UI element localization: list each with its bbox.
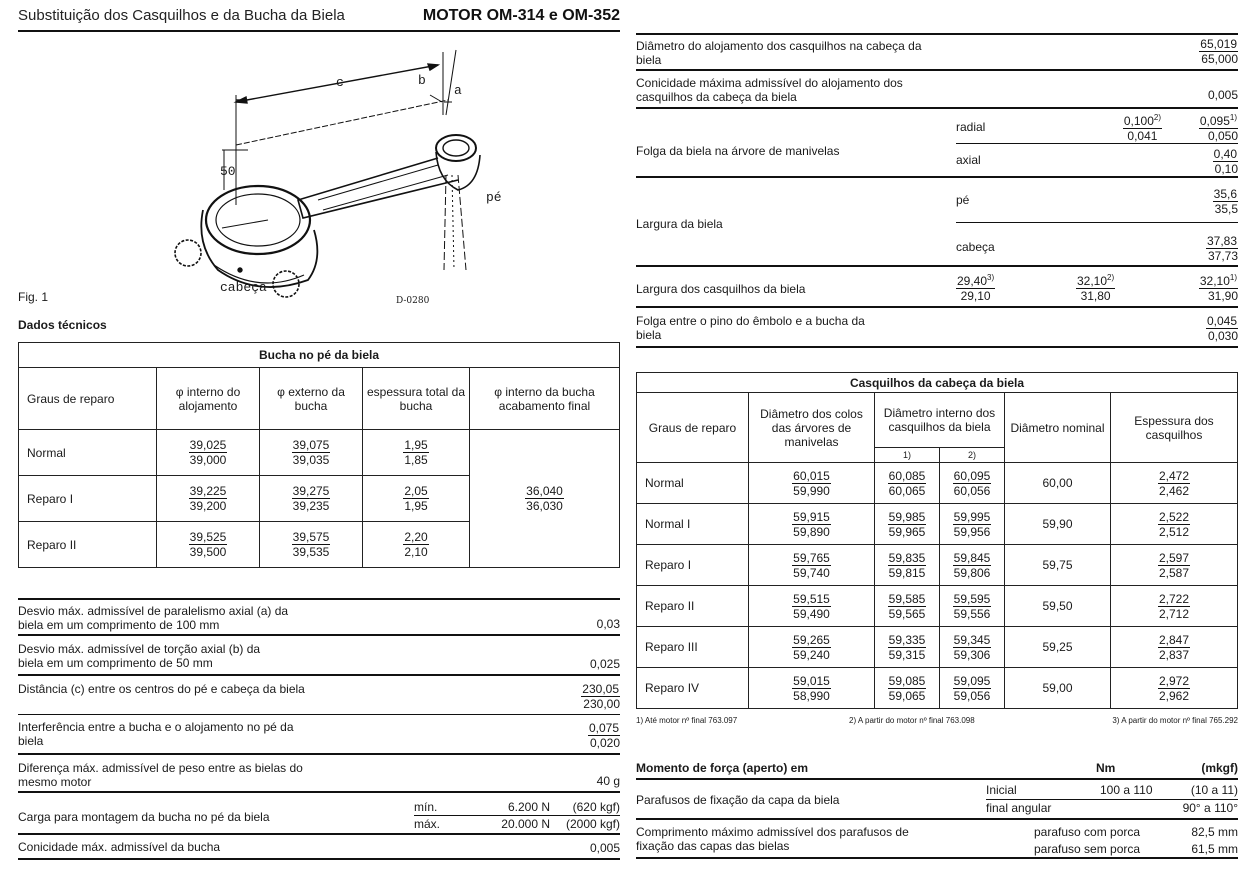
spec-value: 0,025 <box>589 657 620 671</box>
value-fraction: $\frac{2,847}{2,837}$ <box>1158 632 1190 662</box>
footnote-3: 3) A partir do motor nº final 765.292 <box>1112 716 1238 725</box>
bucha-table-title: Bucha no pé da biela <box>19 343 620 368</box>
spec-distancia-c <box>18 680 620 715</box>
spec-value: 0,03 <box>596 617 620 631</box>
table-row <box>637 668 1238 709</box>
table-row <box>637 504 1238 545</box>
header-espessura: Espessura dos casquilhos <box>1111 393 1238 463</box>
axial-value: $\frac{0,40}{0,10}$ <box>1213 147 1238 176</box>
spec-text: Folga entre o pino do êmbolo e a bucha da biela <box>636 314 865 342</box>
value-fraction: $\frac{59,515}{59,490}$ <box>793 591 830 621</box>
value-fraction: $\frac{39,075}{39,035}$ <box>292 438 330 467</box>
header-diametro-interno: Diâmetro interno dos casquilhos da biela <box>875 393 1005 448</box>
spec-largura-casquilhos <box>636 270 1238 308</box>
spec-torcao <box>18 640 620 676</box>
header-espessura: espessura total da bucha <box>363 368 470 430</box>
value-fraction: $\frac{59,845}{59,806}$ <box>953 550 991 580</box>
table-row <box>19 430 620 476</box>
com-porca-value: 82,5 mm <box>1191 825 1238 839</box>
value-fraction: $\frac{1,95}{1,85}$ <box>404 438 428 467</box>
spec-text: Conicidade máxima admissível do alojamento dos casquilhos da cabeça da biela <box>636 76 903 104</box>
grade-label: Reparo I <box>19 476 157 522</box>
torque-col-nm: Nm <box>1096 761 1116 775</box>
value-fraction: $\frac{59,995}{59,956}$ <box>953 509 991 539</box>
spec-text: Folga da biela na árvore de manivelas <box>636 144 840 158</box>
carga-min-row: mín. 6.200 N (620 kgf) <box>414 800 620 814</box>
spec-interferencia <box>18 718 620 755</box>
spec-text: Interferência entre a bucha e o alojamento no pé da biela <box>18 720 294 748</box>
header-interno-alojamento: φ interno do alojamento <box>157 368 260 430</box>
right-page <box>636 0 1238 869</box>
com-porca-label: parafuso com porca <box>1034 825 1141 839</box>
value-fraction: $\frac{2,472}{2,462}$ <box>1158 468 1190 498</box>
spec-text: Diferença máx. admissível de peso entre as bielas do mesmo motor <box>18 761 303 789</box>
left-page <box>18 0 620 869</box>
spec-value: 0,005 <box>589 841 620 855</box>
spec-folga-pino <box>636 312 1238 348</box>
spec-conicidade-alojamento <box>636 74 1238 109</box>
interno-final-fraction: $\frac{36,040}{36,030}$ <box>526 484 563 513</box>
value-fraction: $\frac{60,085}{60,065}$ <box>888 468 926 498</box>
connecting-rod-illustration <box>18 40 620 310</box>
motor-title: MOTOR OM-314 e OM-352 <box>422 7 620 24</box>
spec-diametro-alojamento <box>636 37 1238 71</box>
header-nominal: Diâmetro nominal <box>1005 393 1111 463</box>
left-specs-top-rule <box>18 598 620 600</box>
spec-text: Parafusos de fixação da capa da biela <box>636 793 840 807</box>
header-externo-bucha: φ externo da bucha <box>260 368 363 430</box>
value-fraction: $\frac{59,835}{59,815}$ <box>888 550 926 580</box>
casquilhos-table <box>636 372 1238 709</box>
torque-inicial-row: Inicial 100 a 110 (10 a 11) <box>986 783 1238 800</box>
value-fraction: $\frac{59,085}{59,065}$ <box>888 673 926 703</box>
value-fraction: $\frac{39,575}{39,535}$ <box>292 530 330 559</box>
casquilhos-table-title: Casquilhos da cabeça da biela <box>637 373 1238 393</box>
dimension-c-label: c <box>336 75 344 90</box>
spec-largura-biela <box>636 181 1238 267</box>
value-fraction: $\frac{59,265}{59,240}$ <box>793 632 830 662</box>
spec-folga-biela <box>636 112 1238 178</box>
footnote-2: 2) A partir do motor nº final 763.098 <box>849 716 975 725</box>
spec-text: Desvio máx. admissível de torção axial (b) da biela em um comprimento de 50 mm <box>18 642 261 670</box>
nominal-value: 59,50 <box>1005 586 1111 627</box>
spec-comprimento-parafusos <box>636 823 1238 859</box>
carga-max-row: máx. 20.000 N (2000 kgf) <box>414 817 620 831</box>
value-fraction: $\frac{2,20}{2,10}$ <box>404 530 428 559</box>
spec-value: 40 g <box>596 774 620 788</box>
cabeca-label: cabeça <box>220 280 267 295</box>
header-colos: Diâmetro dos colos das árvores de manivelas <box>749 393 875 463</box>
value-fraction: $\frac{39,225}{39,200}$ <box>189 484 227 513</box>
header-graus: Graus de reparo <box>19 368 157 430</box>
torque-col-mkgf: (mkgf) <box>1201 761 1238 775</box>
spec-diferenca-peso <box>18 759 620 793</box>
footnote-1: 1) Até motor nº final 763.097 <box>636 716 738 725</box>
dimension-a-label: a <box>454 83 462 98</box>
pe-label: pé <box>486 190 502 205</box>
spec-text: Conicidade máx. admissível da bucha <box>18 840 221 854</box>
grade-label: Normal I <box>637 504 749 545</box>
value-fraction: $\frac{59,585}{59,565}$ <box>888 591 926 621</box>
radial-value-2: $\frac{0,100^{2)}}{0,041}$ <box>1123 113 1161 143</box>
spec-paralelismo <box>18 602 620 636</box>
value-fraction: $\frac{59,915}{59,890}$ <box>793 509 830 539</box>
spec-text: Largura da biela <box>636 217 723 231</box>
connecting-rod-figure <box>18 40 620 310</box>
figure-caption: Fig. 1 <box>18 290 49 304</box>
casquilhos-table-body <box>637 463 1238 709</box>
largura-cabeca-row: cabeça $\frac{37,83}{37,73}$ <box>956 234 1238 263</box>
grade-label: Reparo IV <box>637 668 749 709</box>
spec-value-fraction: $\frac{0,045}{0,030}$ <box>1206 314 1238 343</box>
spec-text: Largura dos casquilhos da biela <box>636 282 806 296</box>
value-fraction: $\frac{39,275}{39,235}$ <box>292 484 330 513</box>
table-row <box>637 586 1238 627</box>
spec-value-fraction: $\frac{230,05}{230,00}$ <box>582 682 620 711</box>
figure-code: D-0280 <box>396 296 430 306</box>
value-fraction: $\frac{59,095}{59,056}$ <box>953 673 991 703</box>
value-fraction: $\frac{59,345}{59,306}$ <box>953 632 991 662</box>
value-fraction: $\frac{2,722}{2,712}$ <box>1158 591 1190 621</box>
radial-value-1: $\frac{0,095^{1)}}{0,050}$ <box>1199 113 1238 143</box>
nominal-value: 60,00 <box>1005 463 1111 504</box>
value-fraction: $\frac{59,765}{59,740}$ <box>793 550 830 580</box>
grade-label: Reparo II <box>637 586 749 627</box>
torque-final-row: final angular 90° a 110° <box>986 801 1238 815</box>
sem-porca-label: parafuso sem porca <box>1034 842 1141 856</box>
spec-value-fraction: $\frac{65,019}{65,000}$ <box>1200 37 1238 66</box>
torque-title: Momento de força (aperto) em <box>636 761 809 775</box>
spec-value: 0,005 <box>1207 88 1238 102</box>
value-fraction: $\frac{59,985}{59,965}$ <box>888 509 926 539</box>
value-fraction: $\frac{60,095}{60,056}$ <box>953 468 991 498</box>
torque-header <box>636 758 1238 780</box>
value-fraction: $\frac{2,522}{2,512}$ <box>1158 509 1190 539</box>
sub-header-1: 1) <box>875 448 940 463</box>
value-fraction: $\frac{59,015}{58,990}$ <box>793 673 830 703</box>
folga-axial-row: axial $\frac{0,40}{0,10}$ <box>956 147 1238 176</box>
bucha-table <box>18 342 620 568</box>
value-fraction: $\frac{2,597}{2,587}$ <box>1158 550 1190 580</box>
page-title: Substituição dos Casquilhos e da Bucha da Biela <box>18 7 345 24</box>
value-fraction: $\frac{2,05}{1,95}$ <box>404 484 428 513</box>
largura-value-2: $\frac{32,10^{2)}}{31,80}$ <box>1077 273 1115 303</box>
header-graus: Graus de reparo <box>637 393 749 463</box>
value-fraction: $\frac{59,595}{59,556}$ <box>953 591 991 621</box>
cabeca-value: $\frac{37,83}{37,73}$ <box>1206 234 1238 263</box>
value-fraction: $\frac{39,525}{39,500}$ <box>189 530 227 559</box>
spec-text: Carga para montagem da bucha no pé da biela <box>18 810 270 824</box>
value-fraction: $\frac{59,335}{59,315}$ <box>888 632 926 662</box>
nominal-value: 59,75 <box>1005 545 1111 586</box>
sub-header-2: 2) <box>940 448 1005 463</box>
spec-text: Comprimento máximo admissível dos parafusos de fixação das capas das bielas <box>636 825 909 853</box>
value-fraction: $\frac{39,025}{39,000}$ <box>189 438 227 467</box>
value-fraction: $\frac{60,015}{59,990}$ <box>793 468 830 498</box>
table-row <box>637 545 1238 586</box>
nominal-value: 59,25 <box>1005 627 1111 668</box>
grade-label: Reparo III <box>637 627 749 668</box>
spec-value-fraction: $\frac{0,075}{0,020}$ <box>588 721 620 750</box>
sem-porca-value: 61,5 mm <box>1191 842 1238 856</box>
largura-value-1: $\frac{32,10^{1)}}{31,90}$ <box>1199 273 1238 303</box>
spec-text: Diâmetro do alojamento dos casquilhos na cabeça da biela <box>636 39 922 67</box>
spec-text: Distância (c) entre os centros do pé e cabeça da biela <box>18 682 305 696</box>
torque-parafusos-capa <box>636 782 1238 820</box>
header-interno-final: φ interno da bucha acabamento final <box>470 368 620 430</box>
nominal-value: 59,00 <box>1005 668 1111 709</box>
section-title-dados-tecnicos: Dados técnicos <box>18 318 107 332</box>
spec-text: Desvio máx. admissível de paralelismo axial (a) da biela em um comprimento de 100 mm <box>18 604 289 632</box>
largura-pe-row: pé $\frac{35,6}{35,5}$ <box>956 181 1238 223</box>
page-header <box>18 6 620 32</box>
dimension-50-label: 50 <box>220 164 236 179</box>
spec-carga-montagem <box>18 797 620 835</box>
dimension-b-label: b <box>418 73 426 88</box>
value-fraction: $\frac{2,972}{2,962}$ <box>1158 673 1190 703</box>
nominal-value: 59,90 <box>1005 504 1111 545</box>
table-row <box>637 627 1238 668</box>
grade-label: Reparo II <box>19 522 157 568</box>
spec-conicidade-bucha <box>18 838 620 860</box>
largura-value-3: $\frac{29,40^{3)}}{29,10}$ <box>957 273 995 303</box>
folga-radial-row: radial $\frac{0,100^{2)}}{0,041}$ $\frac{0,095^{1)}}{0,050}$ <box>956 113 1238 143</box>
grade-label: Normal <box>637 463 749 504</box>
right-top-rule <box>636 33 1238 35</box>
table-row <box>637 463 1238 504</box>
grade-label: Normal <box>19 430 157 476</box>
pe-value: $\frac{35,6}{35,5}$ <box>1213 187 1238 216</box>
grade-label: Reparo I <box>637 545 749 586</box>
